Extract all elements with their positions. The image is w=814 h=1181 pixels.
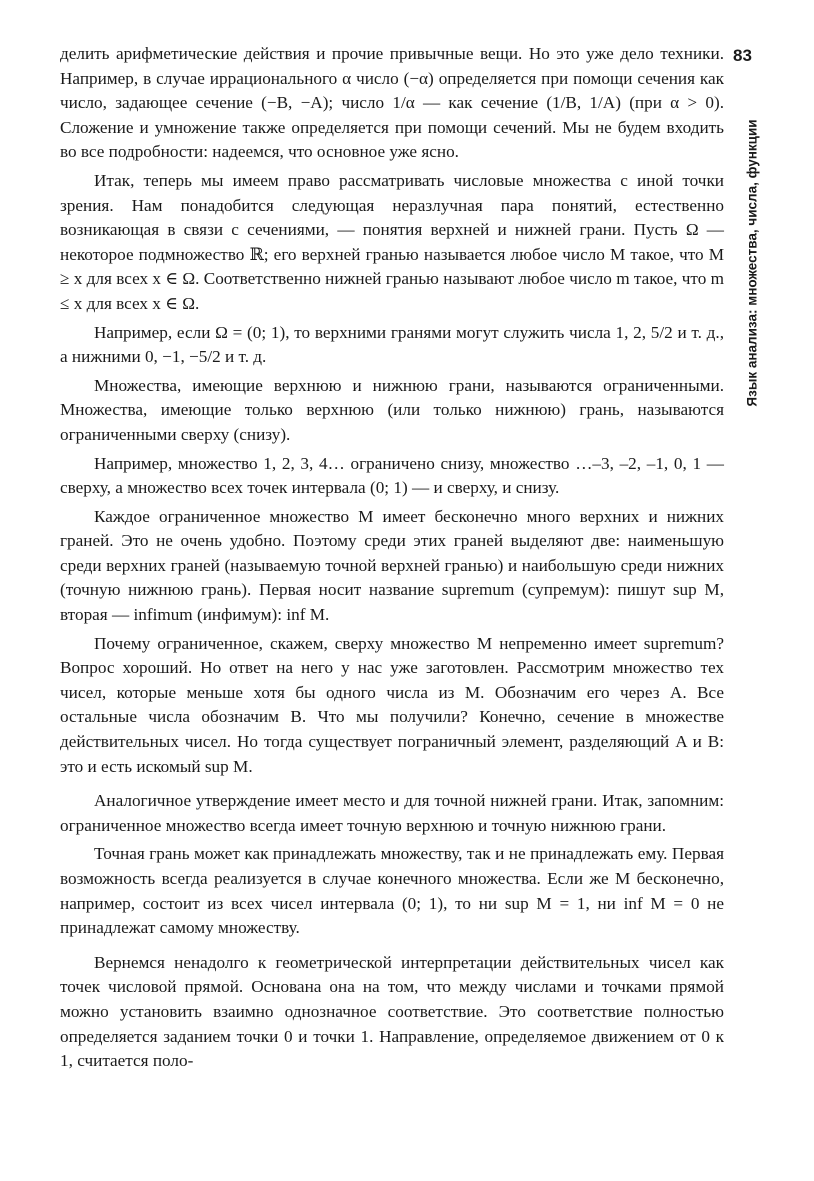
paragraph: делить арифметические действия и прочие привычные вещи. Но это уже дело техники. Например, в случае иррационального α число (−α) определяется при помощи сечения как число, задающее сечение (−B, −A); число 1/α — как сечение (1/B, 1/A) (при α > 0). Сложение и умножение также определяется при помощи сечений. Мы не будем входить во все подробности: надеемся, что основное уже ясно. [60, 44, 724, 162]
paragraph: Почему ограниченное, скажем, сверху множество M непременно имеет supremum? Вопрос хороший. Но ответ на него у нас уже заготовлен. Рассмотрим множество тех чисел, которые меньше хотя бы одного числа из M. Обозначим его через A. Все остальные числа обозначим B. Что мы получили? Конечно, сечение в множестве действительных чисел. Но тогда существует пограничный элемент, разделяющий A и B: это и есть искомый sup M. [60, 633, 724, 776]
paragraph: Вернемся ненадолго к геометрической интерпретации действительных чисел как точек числовой прямой. Основана она на том, что между числами и точками прямой можно установить взаимно однозначное соответствие. Это соответствие полностью определяется заданием точки 0 и точки 1. Направление, определяемое движением от 0 к 1, считается поло- [60, 952, 724, 1071]
paragraph: Точная грань может как принадлежать множеству, так и не принадлежать ему. Первая возможность всегда реализуется в случае конечного множества. Если же M бесконечно, например, состоит из всех чисел интервала (0; 1), то ни sup M = 1, ни inf M = 0 не принадлежат самому множеству. [60, 844, 724, 938]
paragraph: Например, если Ω = (0; 1), то верхними гранями могут служить числа 1, 2, 5/2 и т. д., а нижними 0, −1, −5/2 и т. д. [60, 322, 724, 367]
running-header [741, 90, 763, 435]
paragraph: Итак, теперь мы имеем право рассматривать числовые множества с иной точки зрения. Нам понадобится следующая неразлучная пара понятий, естественно возникающая в связи с сечениями, — понятия верхней и нижней грани. Пусть Ω — некоторое подмножество ℝ; его верхней гранью называется любое число M такое, что M ≥ x для всех x ∈ Ω. Соответственно нижней гранью называют любое число m такое, что m ≤ x для всех x ∈ Ω. [60, 170, 724, 313]
running-header-text: Язык анализа: множества, числа, функции [744, 118, 760, 407]
paragraph: Аналогичное утверждение имеет место и для точной нижней грани. Итак, запомним: ограниченное множество всегда имеет точную верхнюю и точную нижнюю грани. [60, 791, 724, 835]
page-number: 83 [733, 46, 752, 65]
paragraph: Например, множество 1, 2, 3, 4… ограничено снизу, множество …–3, –2, –1, 0, 1 — сверху, а множество всех точек интервала (0; 1) — и сверху, и снизу. [60, 453, 724, 498]
body-text [60, 42, 724, 1074]
paragraph: Каждое ограниченное множество M имеет бесконечно много верхних и нижних граней. Это не очень удобно. Поэтому среди этих граней выделяют две: наименьшую среди верхних граней (называемую точной верхней гранью) и наибольшую среди нижних (точную нижнюю грань). Первая носит название supremum (супремум): пишут sup M, вторая — infimum (инфимум): inf M. [60, 506, 724, 625]
paragraph: Множества, имеющие верхнюю и нижнюю грани, называются ограниченными. Множества, имеющие только верхнюю (или только нижнюю) грань, называются ограниченными сверху (снизу). [60, 375, 724, 444]
